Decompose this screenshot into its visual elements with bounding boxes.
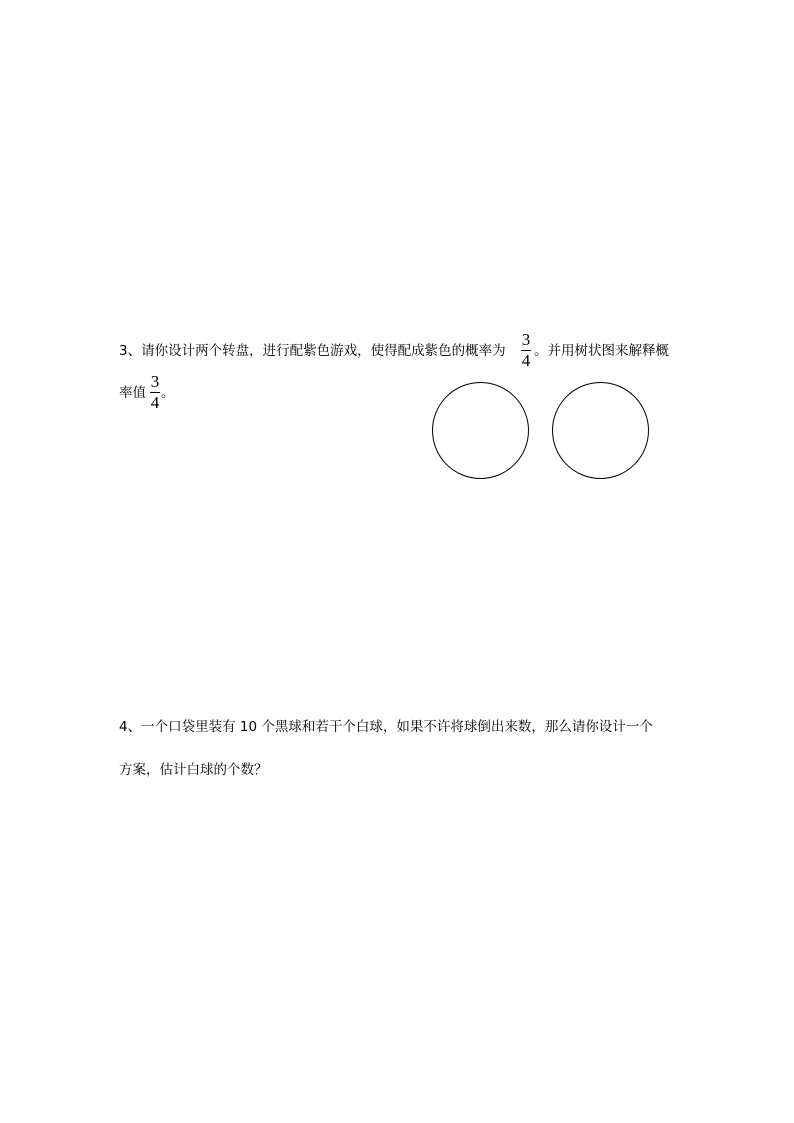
- spinner-circle-right: [552, 382, 649, 479]
- spinner-circle-left: [432, 382, 529, 479]
- q3-fraction-1: [520, 331, 532, 371]
- q3-line1-text: 3、请你设计两个转盘，进行配紫色游戏，使得配成紫色的概率为: [119, 343, 506, 359]
- q3-fraction-1-numerator: 3: [521, 330, 531, 349]
- q3-line1-after: 。并用树状图来解释概: [534, 343, 669, 359]
- q3-fraction-2: [149, 373, 161, 413]
- q3-fraction-2-numerator: 3: [150, 372, 160, 391]
- q3-fraction-2-denominator: 4: [150, 393, 160, 412]
- q3-line2-text: 率值: [119, 385, 146, 401]
- q4-line1: 4、一个口袋里装有 10 个黑球和若干个白球，如果不许将球倒出来数，那么请你设计一个: [119, 719, 653, 735]
- q3-fraction-1-denominator: 4: [521, 351, 531, 370]
- q4-line2: 方案，估计白球的个数？: [119, 762, 268, 778]
- q3-line2-after: 。: [161, 385, 175, 401]
